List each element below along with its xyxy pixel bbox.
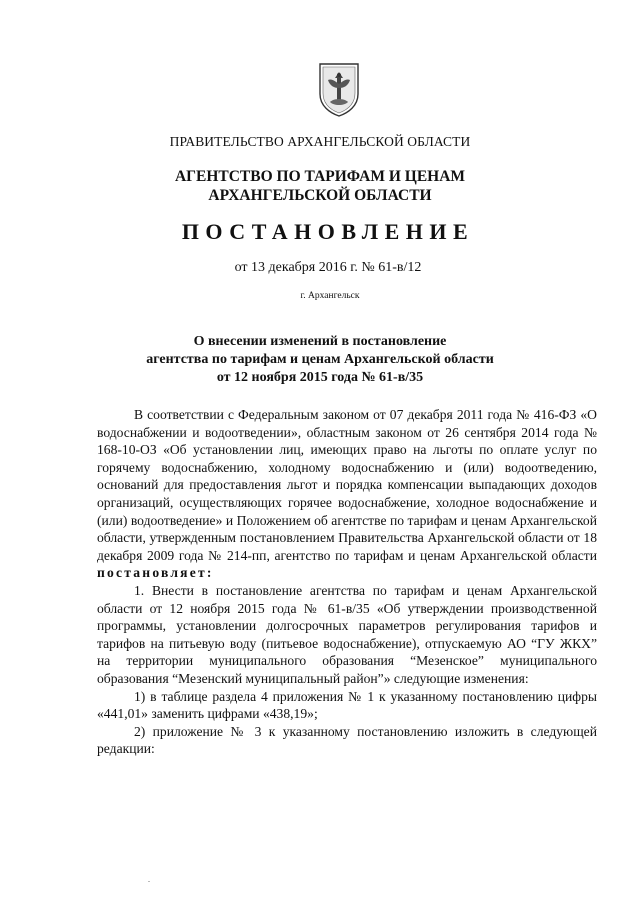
item-1-2-paragraph: 2) приложение № 3 к указанному постановлению изложить в следующей редакции:	[97, 723, 597, 757]
resolves-word: постановляет:	[97, 565, 214, 581]
scan-speck	[148, 881, 150, 882]
agency-name-line1: АГЕНТСТВО ПО ТАРИФАМ И ЦЕНАМ	[174, 168, 466, 185]
agency-name	[0, 167, 640, 205]
document-number: от 13 декабря 2016 г. № 61-в/12	[234, 260, 422, 275]
agency-name-line2: АРХАНГЕЛЬСКОЙ ОБЛАСТИ	[208, 187, 432, 204]
document-body	[97, 406, 597, 758]
preamble-paragraph	[97, 406, 597, 582]
government-name: ПРАВИТЕЛЬСТВО АРХАНГЕЛЬСКОЙ ОБЛАСТИ	[169, 134, 471, 149]
document-type: ПОСТАНОВЛЕНИЕ	[181, 219, 475, 244]
title-line1: О внесении изменений в постановление	[193, 334, 447, 349]
title-line2: агентства по тарифам и ценам Архангельской области	[146, 352, 494, 367]
item-1-1-paragraph: 1) в таблице раздела 4 приложения № 1 к указанному постановлению цифры «441,01» заменить цифрами «438,19»;	[97, 688, 597, 722]
item-1-paragraph: 1. Внести в постановление агентства по тарифам и ценам Архангельской области от 12 ноября 2015 года № 61-в/35 «Об утверждении производственной программы, установлении долгосрочных параметров регулирования тарифов и тарифов на питьевую воду (питьевое водоснабжение), отпускаемую АО “ГУ ЖКХ” на территории муниципального образования “Мезенское” муниципального образования “Мезенский муниципальный район”» следующие изменения:	[97, 582, 597, 686]
coat-of-arms-icon	[316, 60, 362, 118]
preamble-text: В соответствии с Федеральным законом от 07 декабря 2011 года № 416-ФЗ «О водоснабжении и водоотведении», областным законом от 26 сентября 2014 года № 168-10-ОЗ «Об установлении лиц, имеющих право на льготы по оплате услуг по горячему водоснабжению, холодному водоснабжению и (или) водоотведению, оснований для предоставления льгот и порядка компенсации выпадающих доходов организаций, осуществляющих горячее водоснабжение, холодное водоснабжение и (или) водоотведение» и Положением об агентстве по тарифам и ценам Архангельской области, утвержденным постановлением Правительства Архангельской области от 18 декабря 2009 года № 214-пп, агентство по тарифам и ценам Архангельской области	[97, 407, 597, 563]
document-title	[0, 333, 640, 387]
title-line3: от 12 ноября 2015 года № 61-в/35	[216, 370, 424, 385]
city-name: г. Архангельск	[300, 291, 360, 301]
